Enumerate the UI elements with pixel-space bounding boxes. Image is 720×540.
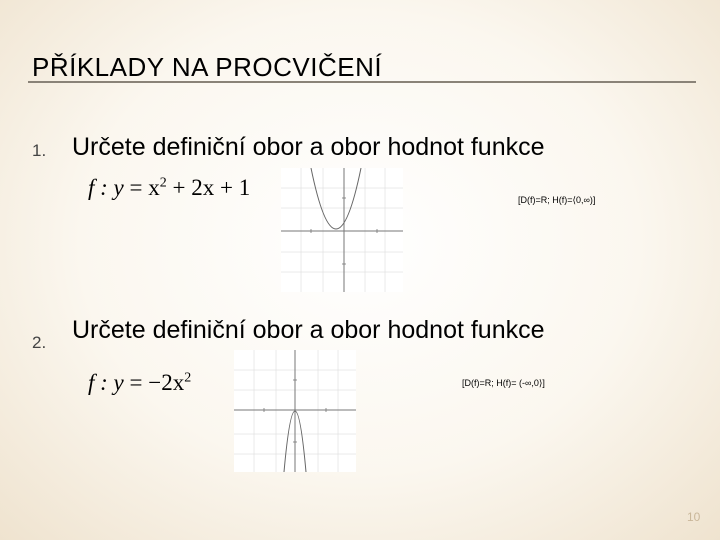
page-number: 10	[687, 510, 701, 524]
formula-body: = x	[123, 175, 160, 200]
exercise-2-number: 2.	[32, 333, 47, 352]
slide-title: PŘÍKLADY NA PROCVIČENÍ	[32, 52, 383, 82]
formula-lead: f : y	[88, 370, 124, 395]
exercise-1-formula	[88, 175, 250, 201]
formula-lead: f : y	[88, 175, 124, 200]
exercise-1-graph	[281, 168, 403, 292]
exercise-1-number: 1.	[32, 141, 47, 160]
exercise-2-question: Určete definiční obor a obor hodnot funkce	[72, 316, 545, 344]
formula-tail: + 2x + 1	[166, 175, 251, 200]
exercise-1-question: Určete definiční obor a obor hodnot funkce	[72, 133, 545, 161]
exercise-1-answer: [D(f)=R; H(f)=⟨0,∞)]	[518, 195, 596, 205]
formula-body: = −2x	[123, 370, 185, 395]
exercise-2-answer: [D(f)=R; H(f)= (-∞,0⟩]	[462, 378, 545, 388]
exercise-2-graph	[234, 350, 356, 472]
formula-exponent: 2	[184, 370, 192, 386]
title-underline	[28, 81, 696, 83]
formula-exponent: 2	[159, 175, 167, 191]
exercise-2-formula	[88, 370, 191, 396]
